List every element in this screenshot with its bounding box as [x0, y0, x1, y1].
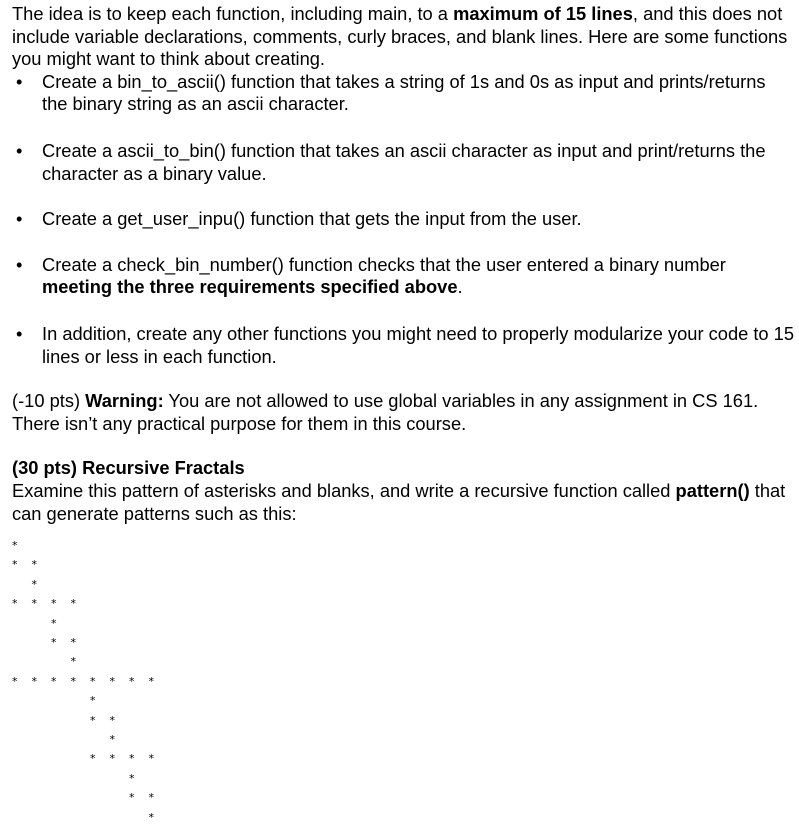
function-list — [12, 71, 796, 368]
asterisk: * — [109, 713, 115, 727]
asterisk: * — [12, 539, 18, 552]
pattern-row — [12, 618, 212, 638]
asterisk: * — [51, 616, 57, 630]
pattern-row — [12, 753, 212, 773]
asterisk: * — [148, 791, 154, 805]
fractal-function-name: pattern() — [675, 479, 750, 501]
fractal-description — [12, 480, 796, 525]
list-item-text: In addition, create any other functions you might need to properly modularize your code to 15 lines or less in each function. — [42, 322, 795, 367]
asterisk: * — [109, 733, 115, 746]
list-item-text: Create a bin_to_ascii() function that takes a string of 1s and 0s as input and prints/returns the binary string as an ascii character. — [42, 70, 766, 115]
asterisk: * — [90, 674, 96, 688]
asterisk: * — [70, 636, 76, 649]
pattern-row — [12, 715, 212, 735]
list-item — [12, 208, 796, 231]
pattern-row — [12, 637, 212, 657]
asterisk: * — [51, 597, 57, 611]
pattern-row — [12, 792, 212, 812]
pattern-row — [12, 559, 212, 579]
intro-text-end: , and this does not include variable declarations, comments, curly braces, and blank lines. Here are some functions you might want to think about creating. — [12, 3, 788, 70]
asterisk: * — [109, 674, 115, 688]
pattern-row — [12, 734, 212, 754]
pattern-row — [12, 773, 212, 793]
list-item — [12, 140, 796, 185]
asterisk: * — [12, 674, 18, 688]
asterisk: * — [148, 752, 154, 766]
bullet-icon: • — [16, 253, 23, 275]
asterisk: * — [148, 674, 154, 688]
pattern-row — [12, 598, 212, 618]
list-item-text: Create a check_bin_number() function checks that the user entered a binary number — [42, 253, 726, 275]
fractal-heading-text: (30 pts) Recursive Fractals — [12, 457, 245, 479]
asterisk: * — [70, 674, 76, 688]
asterisk: * — [51, 674, 57, 688]
asterisk: * — [12, 558, 18, 572]
list-item-tail: . — [457, 276, 463, 298]
pattern-row — [12, 540, 212, 560]
asterisk-pattern — [12, 540, 212, 830]
pattern-row — [12, 695, 212, 715]
asterisk: * — [129, 674, 135, 688]
asterisk: * — [31, 577, 37, 591]
document-page — [12, 3, 796, 525]
intro-text-start: The idea is to keep each function, including main, to a — [12, 3, 454, 24]
fractal-text-start: Examine this pattern of asterisks and blanks, and write a recursive function called — [12, 479, 676, 501]
intro-paragraph — [12, 3, 796, 71]
asterisk: * — [70, 597, 76, 611]
asterisk: * — [31, 597, 37, 611]
asterisk: * — [90, 713, 96, 727]
asterisk: * — [31, 674, 37, 688]
intro-bold-text: maximum of 15 lines — [453, 3, 633, 24]
asterisk: * — [12, 597, 18, 611]
asterisk: * — [109, 752, 115, 766]
list-item-text: Create a ascii_to_bin() function that takes an ascii character as input and print/returns the character as a binary value. — [42, 139, 766, 184]
asterisk: * — [31, 558, 37, 572]
pattern-row — [12, 812, 212, 832]
pattern-row — [12, 656, 212, 676]
asterisk: * — [90, 752, 96, 766]
list-item-bold-text: meeting the three requirements specified above — [42, 276, 458, 298]
asterisk: * — [129, 771, 135, 785]
warning-text: You are not allowed to use global variables in any assignment in CS 161. There isn’t any practical purpose for them in this course. — [12, 390, 759, 434]
asterisk: * — [51, 636, 57, 649]
asterisk: * — [129, 791, 135, 805]
asterisk: * — [90, 694, 96, 708]
fractal-heading — [12, 457, 796, 480]
pattern-row — [12, 579, 212, 599]
list-item — [12, 323, 796, 368]
pattern-row — [12, 676, 212, 696]
asterisk: * — [70, 655, 76, 669]
warning-paragraph — [12, 390, 796, 435]
asterisk: * — [129, 752, 135, 766]
asterisk: * — [148, 810, 154, 824]
bullet-icon: • — [16, 208, 23, 230]
list-item — [12, 71, 796, 116]
bullet-icon: • — [16, 322, 23, 344]
warning-prefix: (-10 pts) — [12, 390, 86, 412]
list-item-text: Create a get_user_inpu() function that gets the input from the user. — [42, 208, 582, 230]
fractal-text-end: that can generate patterns such as this: — [12, 479, 786, 524]
warning-label: Warning: — [85, 390, 164, 412]
bullet-icon: • — [16, 70, 23, 92]
list-item — [12, 254, 796, 299]
bullet-icon: • — [16, 139, 23, 161]
